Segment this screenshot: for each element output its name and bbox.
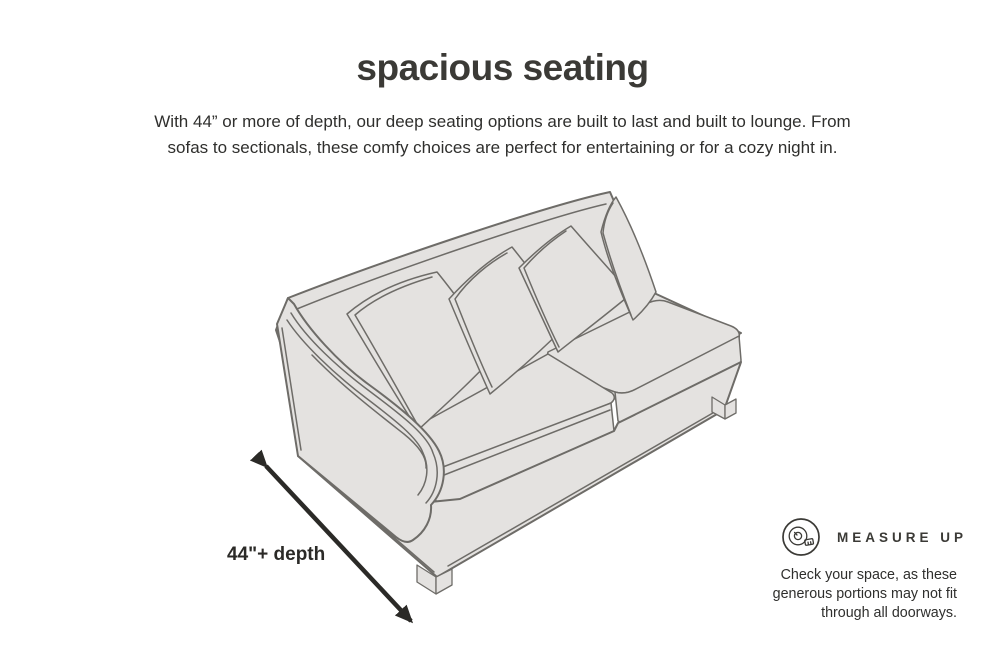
measure-up-callout — [772, 514, 968, 623]
tape-measure-icon — [778, 514, 824, 560]
measure-up-note-line-3: through all doorways. — [821, 605, 957, 621]
measure-up-header — [778, 514, 968, 560]
measure-up-heading: MEASURE UP — [837, 529, 968, 545]
page-title: spacious seating — [356, 47, 649, 88]
measure-up-note-line-1: Check your space, as these — [780, 567, 957, 583]
description-line-2: sofas to sectionals, these comfy choices are perfect for entertaining or for a cozy night in. — [167, 138, 838, 157]
depth-label: 44"+ depth — [227, 544, 326, 565]
description-line-1: With 44” or more of depth, our deep seating options are built to last and built to lounge. From — [154, 112, 851, 131]
measure-up-note-line-2: generous portions may not fit — [772, 586, 957, 602]
measure-up-note — [753, 566, 957, 623]
